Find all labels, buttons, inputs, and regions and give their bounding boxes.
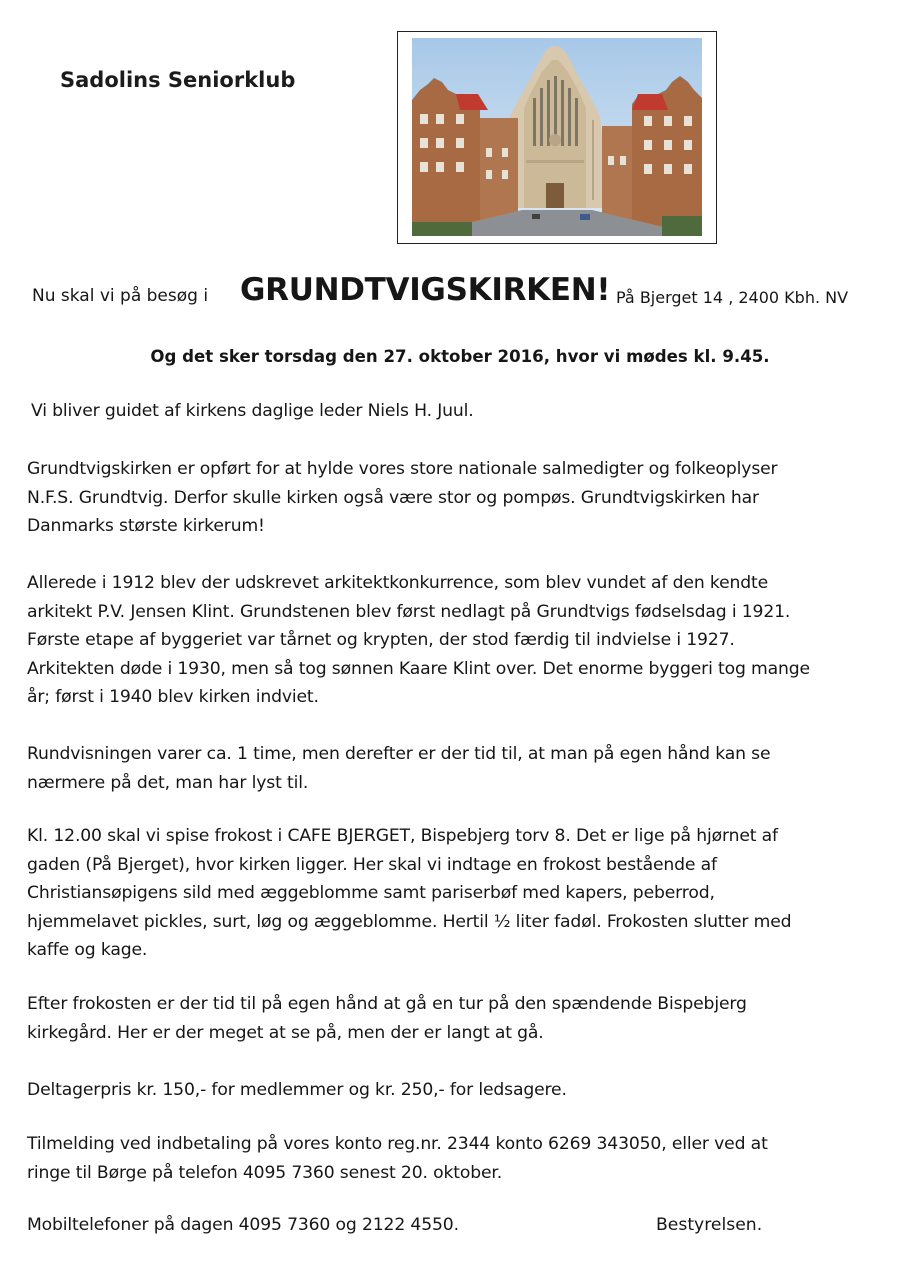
- paragraph-line: Rundvisningen varer ca. 1 time, men derefter er der tid til, at man på egen hånd kan se: [27, 744, 771, 764]
- paragraph-line: Grundtvigskirken er opført for at hylde vores store nationale salmedigter og folkeoplyser: [27, 459, 778, 479]
- church-photo: [412, 38, 702, 236]
- paragraph-line: kirkegård. Her er der meget at se på, men der er langt at gå.: [27, 1022, 544, 1043]
- paragraph-line: Christiansøpigens sild med æggeblomme samt pariserbøf med kapers, peberrod,: [27, 883, 715, 903]
- paragraph-line: Danmarks største kirkerum!: [27, 516, 265, 536]
- church-name: GRUNDTVIGSKIRKEN!: [240, 272, 611, 308]
- guide-line: Vi bliver guidet af kirkens daglige leder Niels H. Juul.: [31, 401, 474, 421]
- club-name: Sadolins Seniorklub: [60, 68, 296, 92]
- about-paragraph: [27, 455, 899, 541]
- paragraph-line: arkitekt P.V. Jensen Klint. Grundstenen blev først nedlagt på Grundtvigs fødselsdag i 1921.: [27, 601, 791, 622]
- cemetery-paragraph: [27, 990, 899, 1047]
- lunch-paragraph: [27, 822, 899, 965]
- history-paragraph: [27, 569, 899, 712]
- signup-paragraph: [27, 1130, 899, 1187]
- mobile-phones-line: Mobiltelefoner på dagen 4095 7360 og 2122 4550.: [27, 1215, 459, 1235]
- paragraph-line: kaffe og kage.: [27, 940, 148, 960]
- event-date-line: Og det sker torsdag den 27. oktober 2016, hvor vi mødes kl. 9.45.: [150, 347, 770, 366]
- paragraph-line: Arkitekten døde i 1930, men så tog sønnen Kaare Klint over. Det enorme byggeri tog mange: [27, 658, 810, 679]
- paragraph-line: Kl. 12.00 skal vi spise frokost i CAFE BJERGET, Bispebjerg torv 8. Det er lige på hjørnet af: [27, 826, 778, 846]
- paragraph-line: Efter frokosten er der tid til på egen hånd at gå en tur på den spændende Bispebjerg: [27, 994, 747, 1014]
- visit-prefix: Nu skal vi på besøg i: [32, 286, 209, 306]
- visit-heading: [32, 272, 912, 322]
- paragraph-line: Tilmelding ved indbetaling på vores konto reg.nr. 2344 konto 6269 343050, eller ved at: [27, 1134, 768, 1154]
- paragraph-line: gaden (På Bjerget), hvor kirken ligger. Her skal vi indtage en frokost bestående af: [27, 854, 717, 875]
- church-photo-frame: [397, 31, 717, 244]
- paragraph-line: hjemmelavet pickles, surt, løg og æggeblomme. Hertil ½ liter fadøl. Frokosten slutter med: [27, 911, 792, 932]
- tour-paragraph: [27, 740, 899, 797]
- paragraph-line: N.F.S. Grundtvig. Derfor skulle kirken også være stor og pompøs. Grundtvigskirken har: [27, 487, 759, 508]
- paragraph-line: Første etape af byggeriet var tårnet og krypten, der stod færdig til indvielse i 1927.: [27, 630, 735, 650]
- price-paragraph: [27, 1076, 899, 1105]
- paragraph-line: år; først i 1940 blev kirken indviet.: [27, 687, 319, 707]
- paragraph-line: Allerede i 1912 blev der udskrevet arkitektkonkurrence, som blev vundet af den kendte: [27, 573, 769, 593]
- guide-paragraph: [27, 397, 899, 426]
- paragraph-line: ringe til Børge på telefon 4095 7360 senest 20. oktober.: [27, 1162, 503, 1183]
- church-address: På Bjerget 14 , 2400 Kbh. NV: [616, 288, 849, 307]
- paragraph-line: nærmere på det, man har lyst til.: [27, 772, 309, 793]
- board-signature: Bestyrelsen.: [656, 1215, 763, 1235]
- paragraph-line: Deltagerpris kr. 150,- for medlemmer og kr. 250,- for ledsagere.: [27, 1080, 567, 1100]
